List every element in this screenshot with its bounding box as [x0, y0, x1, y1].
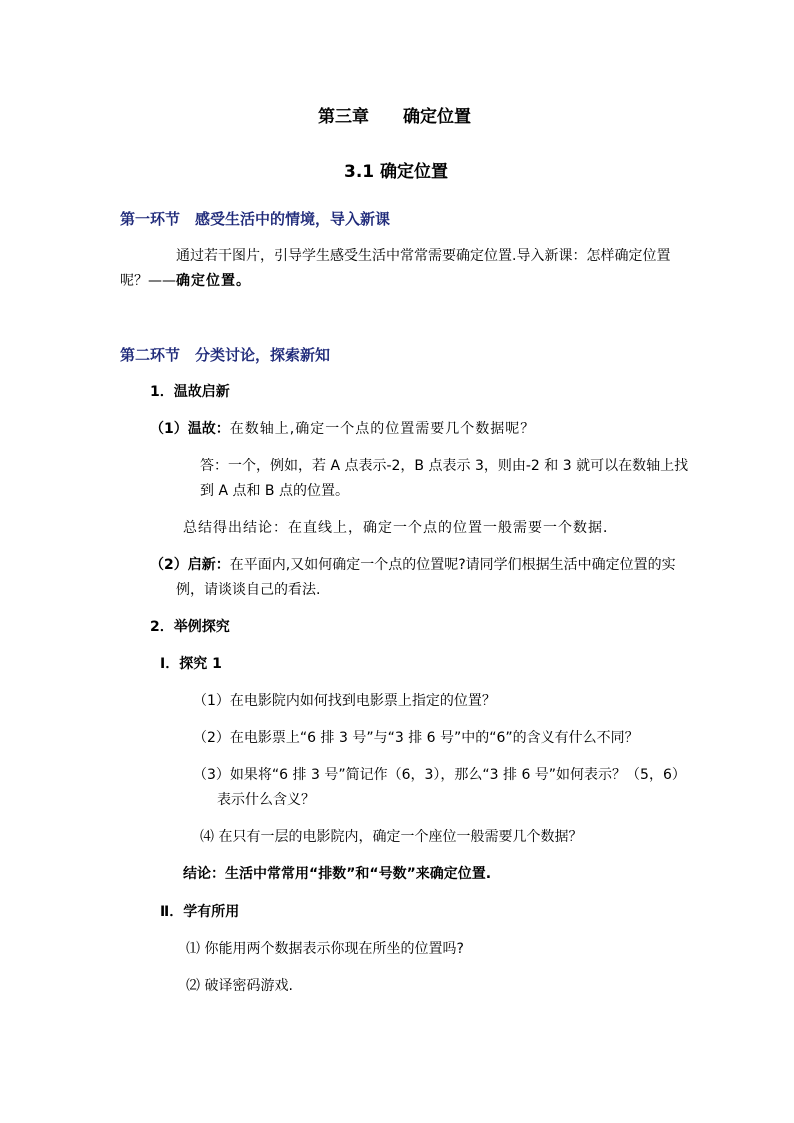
explore2-question1: ⑴ 你能用两个数据表示你现在所坐的位置吗? [186, 941, 464, 957]
explore1-question2: （2）在电影票上“6 排 3 号”与“3 排 6 号”中的“6”的含义有什么不同？ [193, 730, 639, 746]
part1-paragraph-emphasis: 确定位置。 [176, 273, 251, 289]
part2-heading: 第二环节 分类讨论，探索新知 [120, 346, 331, 364]
item1-summary: 总结得出结论：在直线上，确定一个点的位置一般需要一个数据． [183, 520, 618, 536]
explore1-question3-line1: （3）如果将“6 排 3 号”简记作（6，3），那么“3 排 6 号”如何表示？（5，6） [193, 767, 686, 783]
part1-paragraph-line2 [120, 271, 251, 291]
item1-question1 [150, 419, 535, 439]
chapter-title: 第三章 确定位置 [318, 107, 471, 127]
explore1-title: Ⅰ．探究 1 [160, 656, 222, 672]
explore1-question1: （1）在电影院内如何找到电影票上指定的位置？ [193, 693, 496, 709]
explore2-question2: ⑵ 破译密码游戏. [186, 978, 293, 994]
item1-question2-label: （2）启新： [150, 557, 230, 573]
section-title: 3.1 确定位置 [344, 162, 449, 182]
part1-paragraph-prefix: 呢？—— [120, 273, 176, 289]
item1-title: 1．温故启新 [150, 384, 230, 400]
item1-question2-line2: 例，请谈谈自己的看法. [176, 582, 321, 598]
item1-question2-line1 [150, 555, 676, 575]
explore2-title: Ⅱ．学有所用 [160, 904, 240, 920]
item1-question1-text: 在数轴上,确定一个点的位置需要几个数据呢？ [229, 421, 536, 437]
item1-answer-line2: 到 A 点和 B 点的位置。 [200, 483, 349, 499]
item1-question2-text: 在平面内,又如何确定一个点的位置呢?请同学们根据生活中确定位置的实 [229, 557, 676, 573]
part1-paragraph-line1: 通过若干图片，引导学生感受生活中常常需要确定位置.导入新课：怎样确定位置 [176, 248, 671, 264]
item1-question1-label: （1）温故： [150, 421, 230, 437]
item1-answer-line1: 答：一个，例如，若 A 点表示-2，B 点表示 3，则由-2 和 3 就可以在数轴上找 [200, 458, 689, 474]
part1-heading: 第一环节 感受生活中的情境，导入新课 [120, 210, 391, 228]
explore1-question4: ⑷ 在只有一层的电影院内，确定一个座位一般需要几个数据？ [200, 829, 583, 845]
explore1-question3-line2: 表示什么含义？ [217, 792, 315, 808]
explore1-conclusion: 结论：生活中常常用“排数”和“号数”来确定位置. [183, 866, 492, 882]
item2-title: 2．举例探究 [150, 619, 230, 635]
